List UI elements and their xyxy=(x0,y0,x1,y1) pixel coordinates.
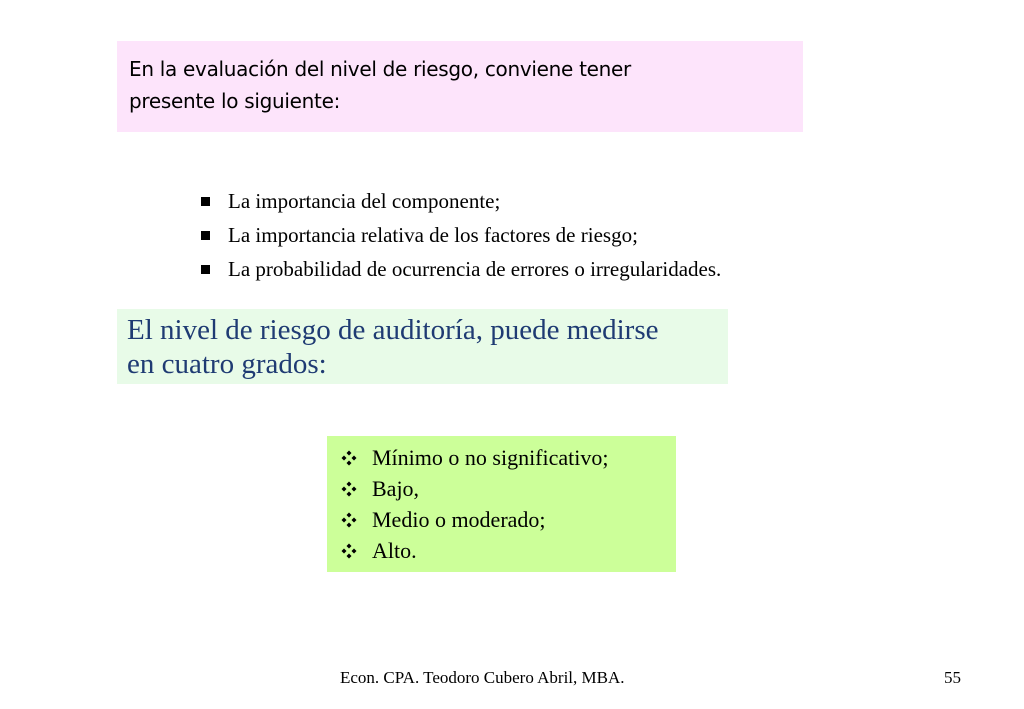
four-diamond-bullet-icon xyxy=(341,450,357,466)
page-number: 55 xyxy=(944,668,961,687)
list-item xyxy=(341,535,676,566)
risk-levels-box xyxy=(327,436,676,572)
list-item-text: Bajo, xyxy=(372,476,420,501)
square-bullet-icon xyxy=(201,197,210,206)
list-item-text: Medio o moderado; xyxy=(372,507,546,532)
four-diamond-bullet-icon xyxy=(341,481,357,497)
list-item xyxy=(341,504,676,535)
square-bullet-icon xyxy=(201,265,210,274)
risk-heading-line-1: El nivel de riesgo de auditoría, puede medirse xyxy=(127,314,659,346)
square-bullet-icon xyxy=(201,231,210,240)
list-item-text: La importancia relativa de los factores de riesgo; xyxy=(228,223,638,247)
list-item-text: Alto. xyxy=(372,538,417,563)
footer-author: Econ. CPA. Teodoro Cubero Abril, MBA. xyxy=(340,668,625,687)
risk-heading-box xyxy=(117,309,728,384)
intro-line-2: presente lo siguiente: xyxy=(129,89,341,113)
list-item xyxy=(201,184,721,218)
intro-box xyxy=(117,41,803,132)
four-diamond-bullet-icon xyxy=(341,543,357,559)
list-item xyxy=(341,442,676,473)
list-item xyxy=(341,473,676,504)
risk-levels-list xyxy=(341,442,676,566)
list-item xyxy=(201,218,721,252)
four-diamond-bullet-icon xyxy=(341,512,357,528)
intro-line-1: En la evaluación del nivel de riesgo, conviene tener xyxy=(129,57,631,81)
list-item-text: Mínimo o no significativo; xyxy=(372,445,609,470)
list-item-text: La probabilidad de ocurrencia de errores o irregularidades. xyxy=(228,257,722,281)
list-item xyxy=(201,252,721,286)
list-item-text: La importancia del componente; xyxy=(228,189,501,213)
considerations-list xyxy=(201,184,721,286)
risk-heading-line-2: en cuatro grados: xyxy=(127,348,327,380)
